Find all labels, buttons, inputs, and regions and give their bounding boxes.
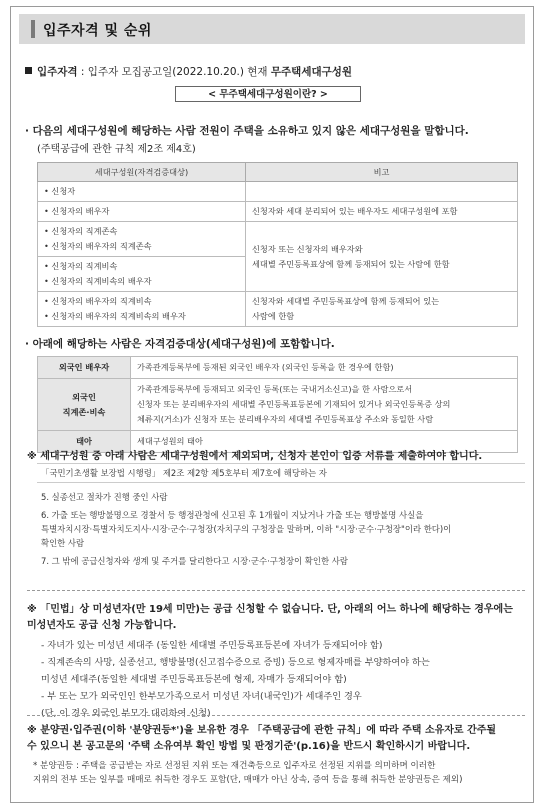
- qualification-text: : 입주자 모집공고일(2022.10.20.) 현재: [80, 66, 271, 78]
- row-label: 태아: [38, 431, 131, 453]
- footnote: * 분양권등 : 주택을 공급받는 자로 선정된 지위 또는 재건축등으로 입주자로 선정된 지위를 의미하며 이러한 지위의 전부 또는 일부를 매매로 취득한 경우도 포함(단, 매매가 아닌 상속, 증여 등을 통해 취득한 분양권등은 제외): [33, 761, 463, 785]
- table-cell: • 신청자의 배우자: [38, 202, 246, 222]
- table-cell: 신청자 또는 신청자의 배우자와 세대별 주민등록표상에 함께 등재되어 있는 사람에 한함: [246, 222, 518, 292]
- table-row: [38, 379, 518, 431]
- table-cell: • 신청자의 배우자의 직계비속 • 신청자의 배우자의 직계비속의 배우자: [38, 292, 246, 327]
- table-cell: 가족관계등록부에 등재되고 외국인 등록(또는 국내거소신고)을 한 사람으로서 신청자 또는 분리배우자의 세대별 주민등록표등본에 기재되어 있거나 외국인등록증 상의 체류지(거소)가 신청자 또는 분리배우자의 세대별 주민등록표상 주소와 동일한 사람: [131, 379, 518, 431]
- table-cell: 세대구성원의 태아: [131, 431, 518, 453]
- qualification-line: [25, 64, 352, 79]
- list-item: 6. 가출 또는 행방불명으로 경찰서 등 행정관청에 신고된 후 1개월이 지났거나 가출 또는 행방불명 사실을 특별자치시장·특별자치도지사·시장·군수·구청장(자치구의 구청장을 말하며, 이하 "시장·군수·구청장"이라 한다)이 확인한 사람: [41, 510, 452, 548]
- table-cell: • 신청자의 직계비속 • 신청자의 직계비속의 배우자: [38, 257, 246, 292]
- paragraph-household-definition: · 다음의 세대구성원에 해당하는 사람 전원이 주택을 소유하고 있지 않은 세대구성원을 말합니다.: [25, 125, 469, 137]
- included-members-table: [37, 356, 518, 453]
- list-item: (단, 이 경우 외국인 부모가 대리하여 신청): [41, 708, 211, 719]
- note-exclusion: ※ 세대구성원 중 아래 사람은 세대구성원에서 제외되며, 신청자 본인이 입증 서류를 제출하여야 합니다.: [27, 451, 483, 462]
- section-title: 입주자격 및 순위: [43, 23, 152, 39]
- household-member-table: [37, 162, 518, 327]
- row-label: 외국인 직계존·비속: [38, 379, 131, 431]
- definition-box: < 무주택세대구성원이란? >: [175, 86, 361, 102]
- table-cell: 가족관계등록부에 등재된 외국인 배우자 (외국인 등록을 한 경우에 한함): [131, 357, 518, 379]
- exclusion-header: 「국민기초생활 보장법 시행령」 제2조 제2항 제5호부터 제7호에 해당하는 자: [37, 463, 525, 483]
- table-cell: [246, 182, 518, 202]
- qualification-label: 입주자격: [37, 66, 78, 78]
- list-item: - 자녀가 있는 미성년 세대주 (동일한 세대별 주민등록표등본에 자녀가 등재되어야 함): [41, 640, 383, 651]
- table-row: [38, 222, 518, 257]
- section-title-bar: [19, 14, 525, 44]
- qualification-bold: 무주택세대구성원: [270, 66, 353, 78]
- paragraph-household-reference: (주택공급에 관한 규칙 제2조 제4호): [37, 144, 196, 155]
- table-cell: 신청자와 세대 분리되어 있는 배우자도 세대구성원에 포함: [246, 202, 518, 222]
- note-minor: ※ 「민법」상 미성년자(만 19세 미만)는 공급 신청할 수 없습니다. 단, 아래의 어느 하나에 해당하는 경우에는 미성년자도 공급 신청 가능합니다.: [27, 604, 513, 631]
- square-bullet-icon: [25, 67, 32, 74]
- document-page: [10, 6, 534, 803]
- row-label: 외국인 배우자: [38, 357, 131, 379]
- list-item: - 직계존속의 사망, 실종선고, 행방불명(신고접수증으로 증빙) 등으로 형제자매를 부양하여야 하는: [41, 657, 430, 668]
- table-header: 비고: [246, 163, 518, 182]
- table-cell: 신청자와 세대별 주민등록표상에 함께 등재되어 있는 사람에 한함: [246, 292, 518, 327]
- list-item: 7. 그 밖에 공급신청자와 생계 및 주거를 달리한다고 시장·군수·구청장이 확인한 사람: [41, 556, 348, 566]
- list-item: 미성년 세대주(동일한 세대별 주민등록표등본에 형제, 자매가 등재되어야 함): [41, 674, 347, 685]
- divider: [27, 715, 525, 716]
- table-cell: • 신청자: [38, 182, 246, 202]
- table-row: [38, 292, 518, 327]
- table-header: 세대구성원(자격검증대상): [38, 163, 246, 182]
- table-row: [38, 202, 518, 222]
- exclusion-list: [37, 463, 525, 572]
- table-cell: • 신청자의 직계존속 • 신청자의 배우자의 직계존속: [38, 222, 246, 257]
- title-marker: [31, 20, 35, 38]
- list-item: - 부 또는 모가 외국인인 한부모가족으로서 미성년 자녀(내국인)가 세대주인 경우: [41, 691, 362, 702]
- list-item: 5. 실종선고 절차가 진행 중인 사람: [41, 492, 168, 502]
- divider: [27, 590, 525, 591]
- minor-cases-list: [41, 637, 430, 722]
- note-presale-rights: ※ 분양권·입주권(이하 '분양권등*')을 보유한 경우 「주택공급에 관한 규칙」에 따라 주택 소유자로 간주될 수 있으니 본 공고문의 '주택 소유여부 확인 방법 및 판정기준'(p.16)을 반드시 확인하시기 바랍니다.: [27, 725, 497, 752]
- table-row: [38, 182, 518, 202]
- table-row: [38, 357, 518, 379]
- paragraph-included-members: · 아래에 해당하는 사람은 자격검증대상(세대구성원)에 포함합니다.: [25, 338, 335, 350]
